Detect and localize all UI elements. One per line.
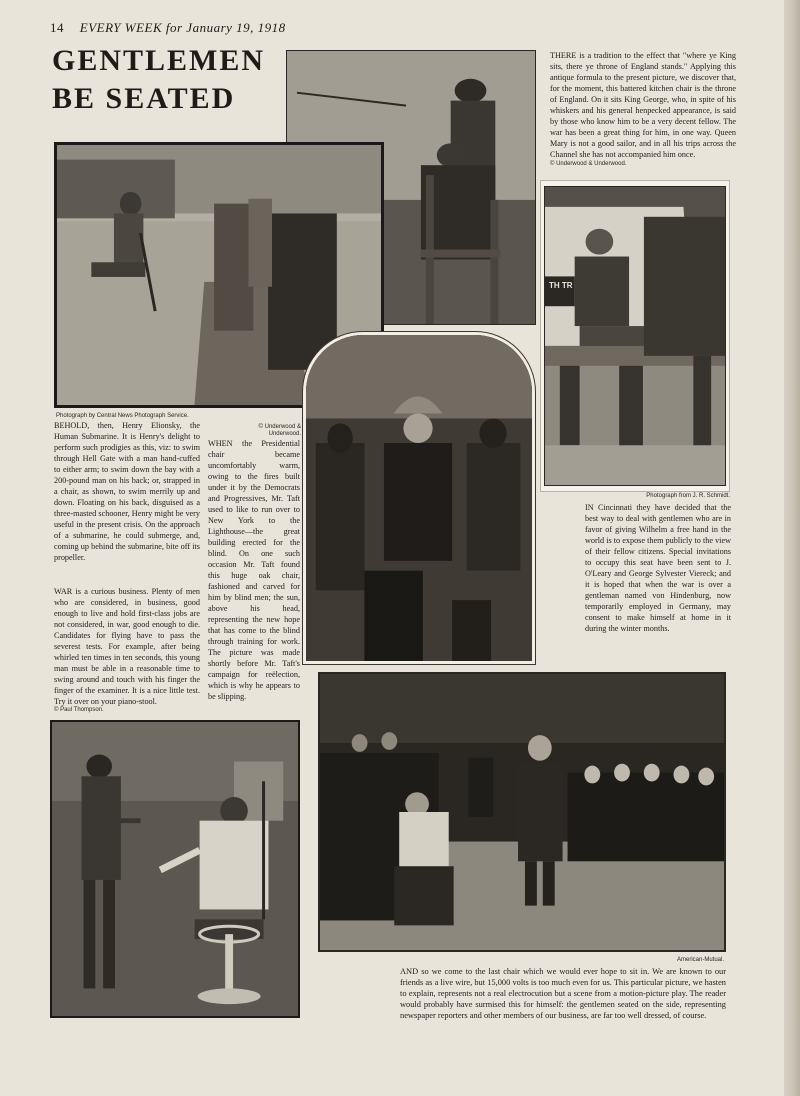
page-header bbox=[50, 20, 286, 36]
submarine-photo-credit: Photograph by Central News Photograph Service. bbox=[56, 413, 189, 419]
taft-photo bbox=[303, 332, 535, 664]
taft-text bbox=[208, 438, 300, 702]
masthead: EVERY WEEK for January 19, 1918 bbox=[79, 20, 286, 35]
cincinnati-photo bbox=[544, 186, 726, 486]
flying-text bbox=[54, 586, 200, 714]
flying-test-photo bbox=[50, 720, 300, 1018]
title-line-2: BE SEATED bbox=[52, 82, 236, 115]
taft-photo-credit: © Underwood & Underwood. bbox=[258, 424, 301, 437]
cincinnati-body: IN Cincinnati they have decided that the best way to deal with gentlemen who are in favor of giving Wilhelm a free hand in the world is to expose them publicly to the view of their fellow citizens. Special invitations to occupy this seat have been sent to J. O'Leary and George Sylvester Viereck; and it is hoped that when the war is over a gentleman named von Hindenburg, now temporarily employed in Germany, may consent to make himself at home in it during the winter months. bbox=[585, 503, 731, 633]
king-george-body: THERE is a tradition to the effect that "where ye King sits, there ye throne of England stands." Applying this antique formula to the present picture, we discover that, for the moment, this battered kitchen chair is the throne of England. On it sits King George, who, in spite of his whiskers and his general henpecked appearance, is said by those who know him to be a very decent fellow. The war has been a great thing for him, in one way. Queen Mary is not a good sailor, and in all his trips across the Channel she has not accompanied him once. bbox=[550, 51, 736, 159]
last-chair-text bbox=[400, 966, 726, 1021]
cincinnati-text bbox=[585, 502, 731, 634]
king-george-text bbox=[550, 50, 736, 168]
submarine-text bbox=[54, 420, 200, 563]
submarine-body: BEHOLD, then, Henry Elionsky, the Human Submarine. It is Henry's delight to perform such prodigies as this, viz: to swim through Hell Gate with a man hand-cuffed to either arm; to swim down the bay with a 200-pound man on his back; or, strapped in a chair, as shown, to swim merrily up and down. Floating on his back, disguised as a three-masted schooner, Henry might be very useful in the present crisis. On the approach of a submarine, he could submerge, and, coming up behind the submarine, bite off its propeller. bbox=[54, 421, 200, 562]
title-line-1: GENTLEMEN bbox=[52, 44, 266, 77]
cincinnati-sign: TH TR bbox=[549, 281, 573, 290]
last-chair-body: AND so we come to the last chair which we would ever hope to sit in. We are known to our friends as a live wire, but 15,000 volts is too much even for us. This particular picture, we hasten to explain, represents not a real electrocution but a scene from a motion-picture play. The reader would probably have surmised this for himself: the gentlemen seated on the side, representing newspaper reporters and other members of our business, are far too well dressed, of course. bbox=[400, 967, 726, 1020]
flying-body: WAR is a curious business. Plenty of men who are considered, in business, good enough to live and hold first-class jobs are not considered, in war, good enough to die. Candidates for flying have to pass the severest tests. For example, after being whirled ten times in ten seconds, this young man must be able in a reasonable time to swing around and touch with his finger the finger of the examiner. It is a nice little test. Try it over on your piano-stool. bbox=[54, 587, 200, 706]
electric-chair-photo-credit: American-Mutual. bbox=[676, 957, 724, 963]
cincinnati-photo-credit: Photograph from J. R. Schmidt. bbox=[646, 493, 730, 499]
page-edge bbox=[784, 0, 800, 1096]
flying-credit: © Paul Thompson. bbox=[54, 707, 104, 713]
page-number: 14 bbox=[50, 20, 64, 35]
taft-body: WHEN the Presidential chair became uncomfortably warm, owing to the fires built under it by the Democrats and Progressives, Mr. Taft used to like to run over to New York to the Lighthouse—the great building erected for the blind. On one such occasion Mr. Taft found this huge oak chair, fashioned and carved for him by blind men; the sun, above his head, representing the new hope that has come to the blind through training for work. The picture was made shortly before Mr. Taft's campaign for reëlection, which is why he appears to be slipping. bbox=[208, 439, 300, 701]
page-title bbox=[52, 42, 272, 118]
electric-chair-photo bbox=[318, 672, 726, 952]
king-george-credit: © Underwood & Underwood. bbox=[550, 161, 627, 167]
